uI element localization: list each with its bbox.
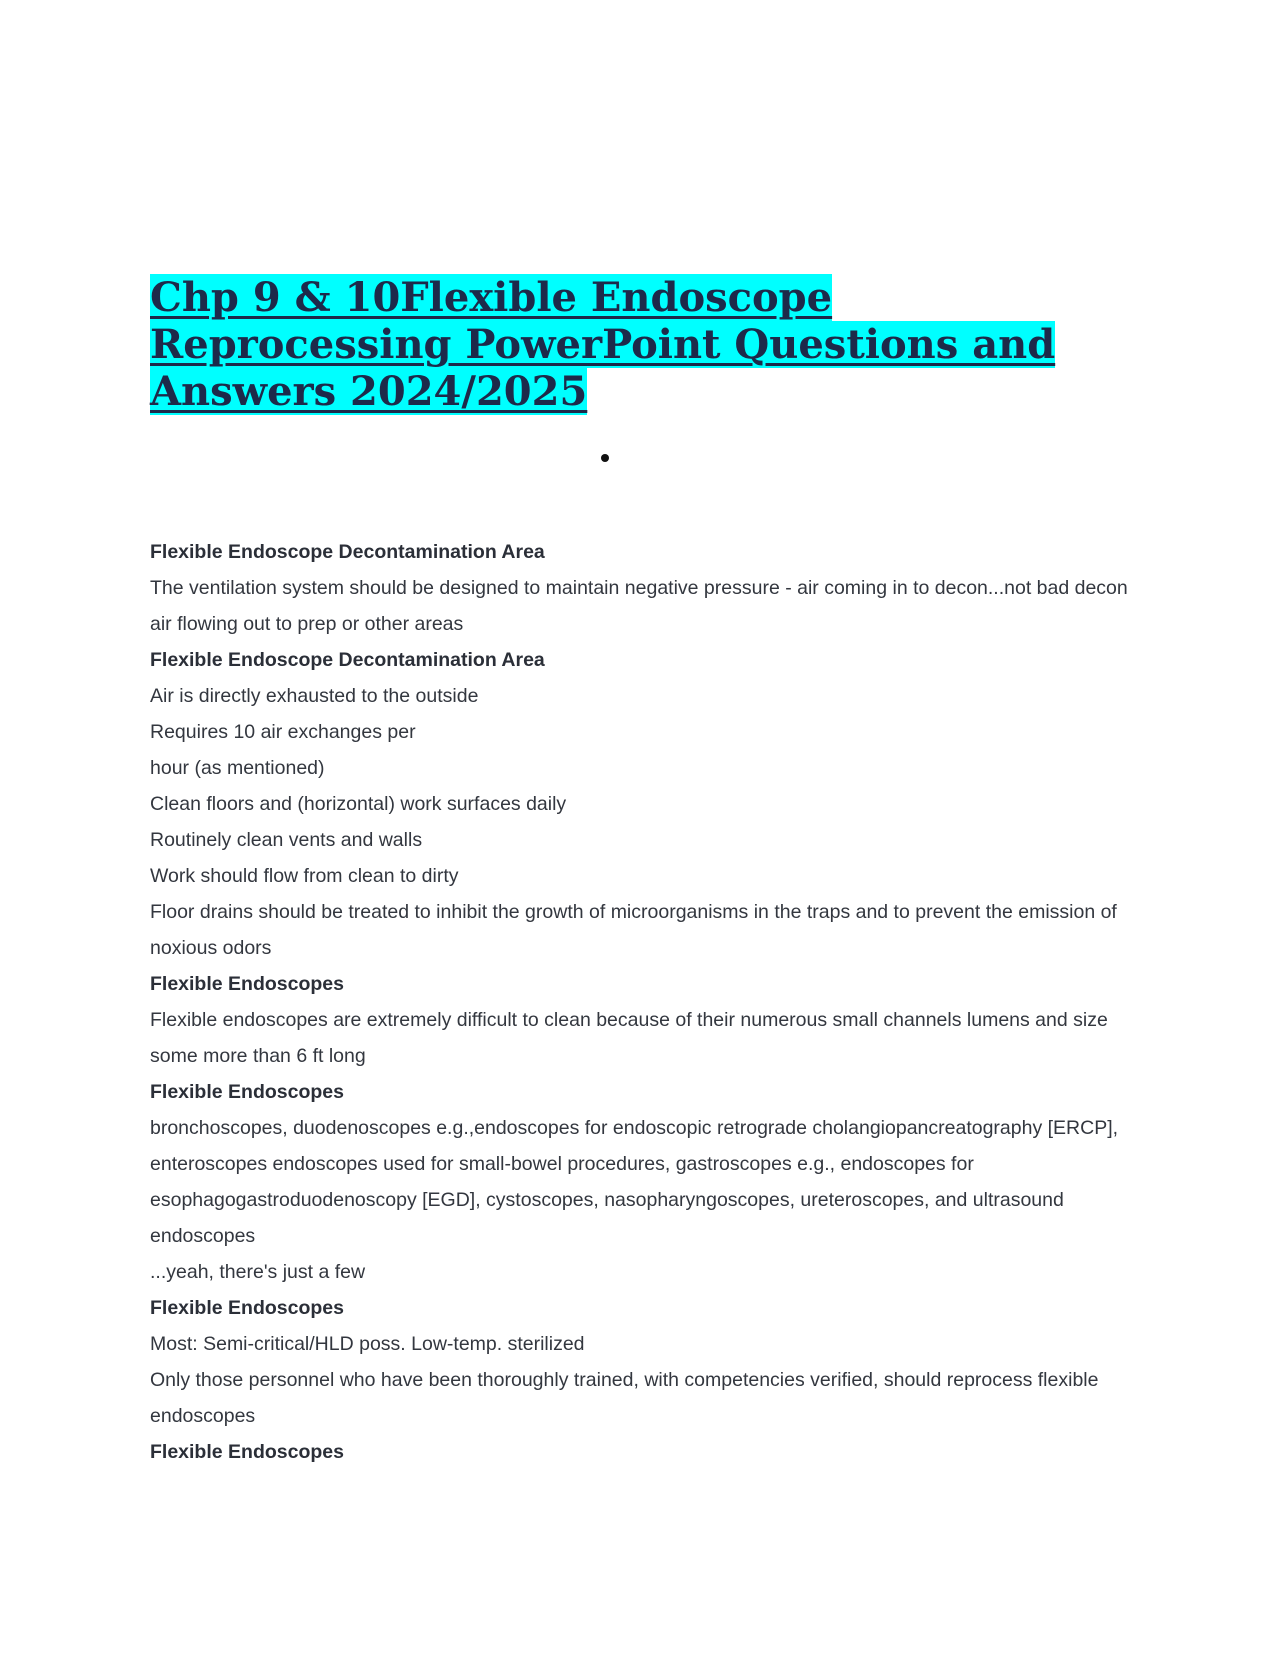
- section-heading: Flexible Endoscope Decontamination Area: [150, 649, 545, 671]
- body-line: Most: Semi-critical/HLD poss. Low-temp. sterilized: [150, 1333, 585, 1355]
- section-heading: Flexible Endoscopes: [150, 1081, 344, 1103]
- body-line: The ventilation system should be designed to maintain negative pressure - air coming in to decon...not bad decon air flowing out to prep or other areas: [150, 577, 1128, 635]
- body-line: Flexible endoscopes are extremely difficult to clean because of their numerous small channels lumens and size some more than 6 ft long: [150, 1009, 1108, 1067]
- document-body: [150, 534, 1130, 1470]
- body-line: ...yeah, there's just a few: [150, 1261, 366, 1283]
- title-highlight: Chp 9 & 10Flexible Endoscope Reprocessing PowerPoint Questions and Answers 2024/2025: [150, 274, 1056, 415]
- section-heading: Flexible Endoscope Decontamination Area: [150, 541, 545, 563]
- body-line: Floor drains should be treated to inhibit the growth of microorganisms in the traps and to prevent the emission of noxious odors: [150, 901, 1117, 959]
- body-line: Requires 10 air exchanges per: [150, 721, 416, 743]
- body-line: hour (as mentioned): [150, 757, 325, 779]
- body-line: Clean floors and (horizontal) work surfaces daily: [150, 793, 567, 815]
- body-line: bronchoscopes, duodenoscopes e.g.,endoscopes for endoscopic retrograde cholangiopancreatography [ERCP], enteroscopes endoscopes used for small-bowel procedures, gastroscopes e.g., endoscopes for esophagogastroduodenoscopy [EGD], cystoscopes, nasopharyngoscopes, ureteroscopes, and ultrasound endoscopes: [150, 1117, 1119, 1247]
- section-heading: Flexible Endoscopes: [150, 1441, 344, 1463]
- section-heading: Flexible Endoscopes: [150, 973, 344, 995]
- body-line: Only those personnel who have been thoroughly trained, with competencies verified, should reprocess flexible endoscopes: [150, 1369, 1099, 1427]
- title-block: [150, 274, 1110, 415]
- body-line: Work should flow from clean to dirty: [150, 865, 459, 887]
- body-line: Air is directly exhausted to the outside: [150, 685, 479, 707]
- body-line: Routinely clean vents and walls: [150, 829, 423, 851]
- document-title: [150, 274, 1110, 415]
- section-heading: Flexible Endoscopes: [150, 1297, 344, 1319]
- bullet-point: [601, 454, 609, 462]
